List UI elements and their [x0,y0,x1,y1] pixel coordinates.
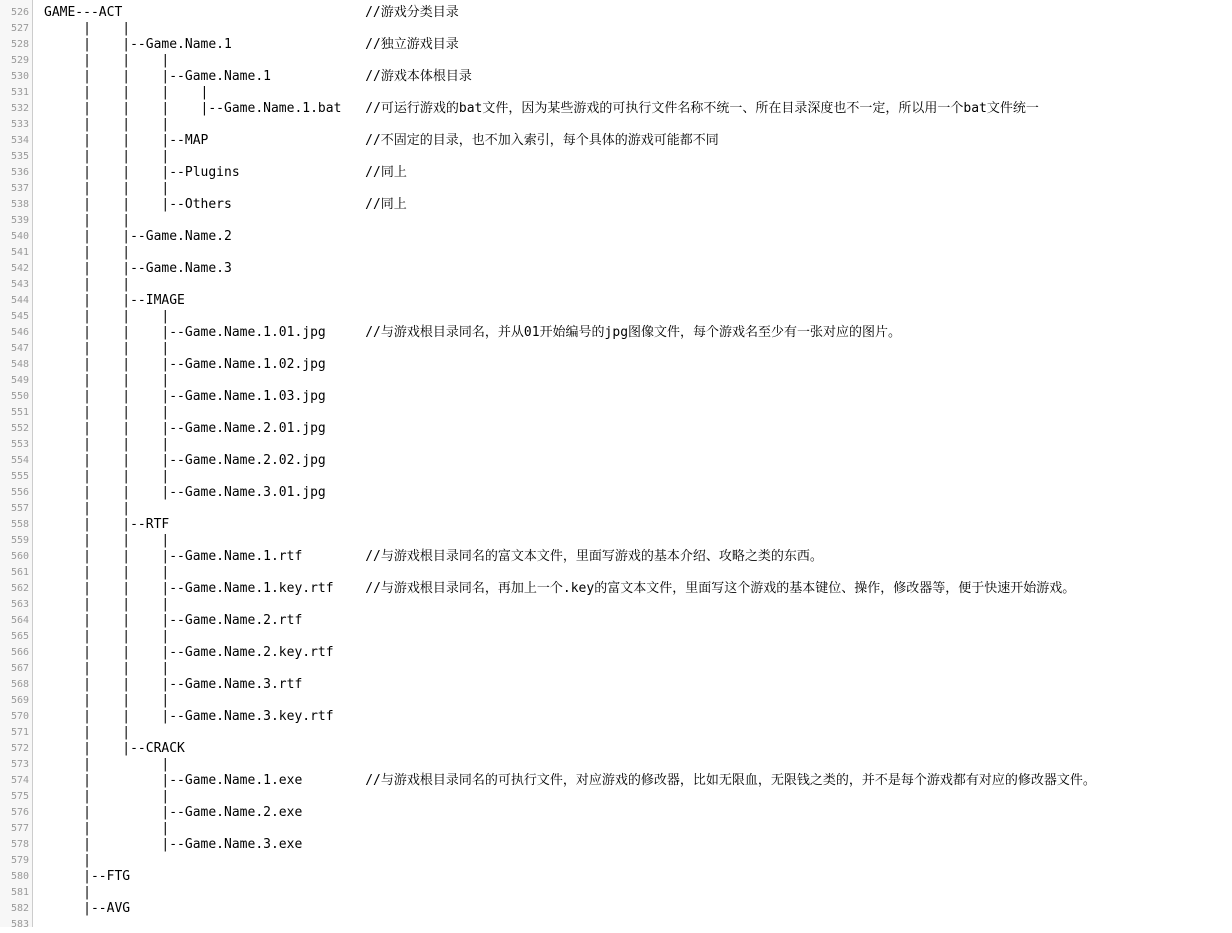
line-number: 552 [10,423,29,434]
tree-path-text: | | |--Others [44,197,232,212]
tree-path-text: | | [44,277,131,292]
tree-path-text: | | [44,757,170,772]
tree-path-text: | | [44,213,131,228]
code-line[interactable] [44,405,1232,421]
line-comment: //游戏本体根目录 [365,69,472,84]
code-line[interactable] [44,325,1232,341]
line-number: 570 [10,711,29,722]
tree-path-text: | | |--MAP [44,133,209,148]
tree-path-text: | | | [44,181,170,196]
line-number: 564 [10,615,29,626]
code-line[interactable] [44,197,1232,213]
line-comment: //可运行游戏的bat文件，因为某些游戏的可执行文件名称不统一、所在目录深度也不一定，所以用一个bat文件统一 [365,101,1039,116]
code-line[interactable] [44,21,1232,37]
code-line[interactable] [44,917,1232,927]
tree-path-text: | | | [44,309,170,324]
line-number: 561 [10,567,29,578]
code-line[interactable] [44,517,1232,533]
tree-path-text: | |--CRACK [44,741,185,756]
line-number: 550 [10,391,29,402]
line-number: 533 [10,119,29,130]
line-comment: //与游戏根目录同名，并从01开始编号的jpg图像文件，每个游戏名至少有一张对应的图片。 [365,325,902,340]
line-number: 539 [10,215,29,226]
code-line[interactable] [44,101,1232,117]
code-line[interactable] [44,597,1232,613]
line-number: 567 [10,663,29,674]
tree-path-text: | | | | [44,85,209,100]
line-number-gutter [0,0,33,930]
code-line[interactable] [44,885,1232,901]
line-number: 526 [10,7,29,18]
code-line[interactable] [44,213,1232,229]
tree-path-text: | |--RTF [44,517,170,532]
tree-path-text: | | | [44,469,170,484]
code-line[interactable] [44,389,1232,405]
tree-path-text: | | | [44,341,170,356]
tree-path-text: | | [44,789,170,804]
code-line[interactable] [44,677,1232,693]
tree-path-text: |--AVG [44,901,131,916]
line-number: 574 [10,775,29,786]
tree-path-text: | |--Game.Name.2.exe [44,805,303,820]
tree-path-text: | | [44,725,131,740]
code-line[interactable] [44,165,1232,181]
tree-path-text: | | |--Plugins [44,165,240,180]
tree-path-text: |--FTG [44,869,131,884]
tree-path-text: | | | [44,117,170,132]
tree-path-text: | | [44,501,131,516]
line-number: 555 [10,471,29,482]
line-number: 566 [10,647,29,658]
code-line[interactable] [44,37,1232,53]
line-number: 558 [10,519,29,530]
line-number: 578 [10,839,29,850]
line-number: 535 [10,151,29,162]
line-number: 579 [10,855,29,866]
tree-path-text: | | |--Game.Name.2.02.jpg [44,453,326,468]
tree-path-text: | | [44,21,131,36]
tree-path-text: | |--Game.Name.3.exe [44,837,303,852]
code-line[interactable] [44,261,1232,277]
tree-path-text: | | |--Game.Name.2.01.jpg [44,421,326,436]
line-number: 551 [10,407,29,418]
line-number: 534 [10,135,29,146]
tree-path-text: | | | [44,437,170,452]
code-line[interactable] [44,853,1232,869]
line-number: 540 [10,231,29,242]
code-line[interactable] [44,693,1232,709]
tree-path-text: | |--Game.Name.3 [44,261,232,276]
line-number: 576 [10,807,29,818]
line-number: 581 [10,887,29,898]
tree-path-text: | | |--Game.Name.3.01.jpg [44,485,326,500]
code-line[interactable] [44,565,1232,581]
code-line[interactable] [44,469,1232,485]
code-line[interactable] [44,229,1232,245]
line-number: 577 [10,823,29,834]
code-line[interactable] [44,341,1232,357]
line-number: 575 [10,791,29,802]
code-line[interactable] [44,277,1232,293]
code-line[interactable] [44,789,1232,805]
code-line[interactable] [44,725,1232,741]
tree-path-text: | | |--Game.Name.1.02.jpg [44,357,326,372]
line-number: 556 [10,487,29,498]
tree-path-text: | | |--Game.Name.1.01.jpg [44,325,326,340]
line-number: 573 [10,759,29,770]
line-number: 568 [10,679,29,690]
code-line[interactable] [44,357,1232,373]
tree-path-text: | |--Game.Name.1 [44,37,232,52]
code-line[interactable] [44,421,1232,437]
line-comment: //同上 [365,197,407,212]
code-line[interactable] [44,149,1232,165]
code-line[interactable] [44,85,1232,101]
tree-path-text: | | |--Game.Name.1 [44,69,271,84]
code-line[interactable] [44,869,1232,885]
line-number: 537 [10,183,29,194]
line-number: 529 [10,55,29,66]
code-line[interactable] [44,501,1232,517]
line-number: 554 [10,455,29,466]
line-comment: //同上 [365,165,407,180]
code-line[interactable] [44,709,1232,725]
tree-path-text: | | | [44,629,170,644]
code-content-area[interactable] [33,0,1232,927]
code-line[interactable] [44,69,1232,85]
code-line[interactable] [44,309,1232,325]
tree-path-text: | | | [44,405,170,420]
code-line[interactable] [44,133,1232,149]
tree-path-text: | | |--Game.Name.3.rtf [44,677,303,692]
code-line[interactable] [44,549,1232,565]
code-line[interactable] [44,613,1232,629]
tree-path-text: | | |--Game.Name.1.03.jpg [44,389,326,404]
line-number: 548 [10,359,29,370]
line-number: 542 [10,263,29,274]
tree-path-text: | | |--Game.Name.1.rtf [44,549,303,564]
tree-path-text: | | | [44,693,170,708]
tree-path-text: | | |--Game.Name.1.key.rtf [44,581,334,596]
code-line[interactable] [44,805,1232,821]
line-number: 565 [10,631,29,642]
tree-path-text: | | | [44,53,170,68]
code-line[interactable] [44,181,1232,197]
line-number: 553 [10,439,29,450]
line-number: 543 [10,279,29,290]
line-number: 530 [10,71,29,82]
tree-path-text: | | |--Game.Name.2.key.rtf [44,645,334,660]
line-comment: //游戏分类目录 [365,5,459,20]
code-line[interactable] [44,837,1232,853]
code-line[interactable] [44,117,1232,133]
line-number: 559 [10,535,29,546]
tree-path-text: | | | [44,661,170,676]
line-number: 571 [10,727,29,738]
code-line[interactable] [44,485,1232,501]
tree-path-text: | | | [44,149,170,164]
line-number: 569 [10,695,29,706]
code-line[interactable] [44,581,1232,597]
line-number: 580 [10,871,29,882]
code-line[interactable] [44,373,1232,389]
tree-path-text: | | | [44,533,170,548]
tree-path-text: | | | |--Game.Name.1.bat [44,101,342,116]
line-comment: //独立游戏目录 [365,37,459,52]
code-line[interactable] [44,533,1232,549]
tree-path-text: | | [44,821,170,836]
line-comment: //与游戏根目录同名的可执行文件，对应游戏的修改器，比如无限血，无限钱之类的，并不是每个游戏都有对应的修改器文件。 [365,773,1096,788]
code-line[interactable] [44,245,1232,261]
line-number: 541 [10,247,29,258]
code-line[interactable] [44,757,1232,773]
line-number: 538 [10,199,29,210]
code-line[interactable] [44,645,1232,661]
line-number: 536 [10,167,29,178]
code-line[interactable] [44,453,1232,469]
tree-path-text: | [44,885,91,900]
line-number: 572 [10,743,29,754]
tree-path-text: | [44,853,91,868]
tree-path-text: | | |--Game.Name.3.key.rtf [44,709,334,724]
line-number: 562 [10,583,29,594]
tree-path-text: GAME---ACT [44,5,123,20]
code-line[interactable] [44,629,1232,645]
tree-path-text: | | | [44,373,170,388]
line-number: 582 [10,903,29,914]
code-line[interactable] [44,661,1232,677]
code-line[interactable] [44,773,1232,789]
line-number: 583 [10,919,29,930]
code-line[interactable] [44,53,1232,69]
line-comment: //与游戏根目录同名的富文本文件，里面写游戏的基本介绍、攻略之类的东西。 [365,549,823,564]
code-line[interactable] [44,821,1232,837]
tree-path-text: | | | [44,597,170,612]
code-line[interactable] [44,293,1232,309]
tree-path-text: | | |--Game.Name.2.rtf [44,613,303,628]
tree-path-text: | |--Game.Name.2 [44,229,232,244]
tree-path-text: | |--IMAGE [44,293,185,308]
line-number: 527 [10,23,29,34]
line-number: 528 [10,39,29,50]
line-number: 532 [10,103,29,114]
line-number: 563 [10,599,29,610]
tree-path-text: | | [44,245,131,260]
code-line[interactable] [44,437,1232,453]
code-line[interactable] [44,901,1232,917]
line-number: 546 [10,327,29,338]
code-line[interactable] [44,741,1232,757]
code-line[interactable] [44,5,1232,21]
tree-path-text: | |--Game.Name.1.exe [44,773,303,788]
line-number: 545 [10,311,29,322]
line-number: 549 [10,375,29,386]
line-number: 560 [10,551,29,562]
line-number: 531 [10,87,29,98]
line-number: 544 [10,295,29,306]
tree-path-text: | | | [44,565,170,580]
line-comment: //不固定的目录，也不加入索引，每个具体的游戏可能都不同 [365,133,719,148]
line-number: 547 [10,343,29,354]
line-number: 557 [10,503,29,514]
line-comment: //与游戏根目录同名，再加上一个.key的富文本文件，里面写这个游戏的基本键位、操作，修改器等，便于快速开始游戏。 [365,581,1076,596]
